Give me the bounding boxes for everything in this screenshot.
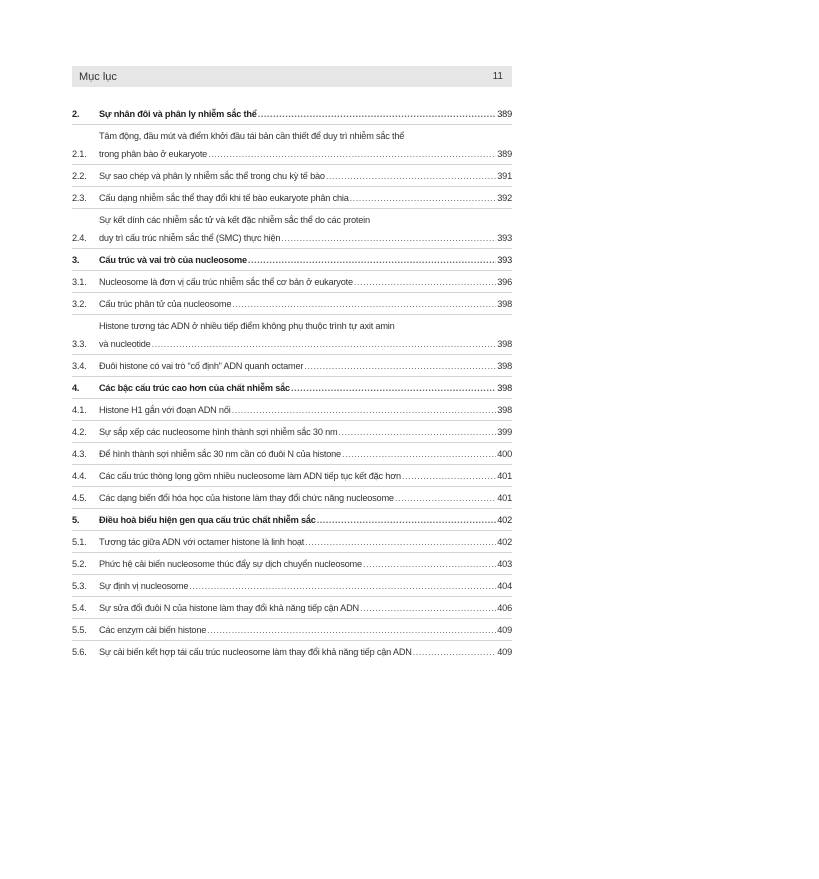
toc-entry-title: Sự sửa đổi đuôi N của histone làm thay đổi khả năng tiếp cận ADN: [99, 603, 359, 613]
toc-entry-title: Các cấu trúc thòng lọng gồm nhiều nucleosome làm ADN tiếp tục kết đặc hơn: [99, 471, 401, 481]
divider: [72, 508, 512, 509]
toc-entry-title: Các enzym cải biến histone: [99, 625, 207, 635]
toc-entry-number: 5.1.: [72, 537, 87, 547]
toc-entry-number: 2.: [72, 109, 80, 119]
toc-entry-number: 5.5.: [72, 625, 87, 635]
dot-leader: [342, 448, 496, 460]
toc-entry-page: 401: [497, 471, 512, 481]
toc-entry[interactable]: [72, 360, 512, 372]
toc-entry-page: 401: [497, 493, 512, 503]
toc-entry-title-line: Sự kết dính các nhiễm sắc tử và kết đặc nhiễm sắc thể do các protein: [99, 215, 370, 225]
toc-entry-title: và nucleotide: [99, 339, 151, 349]
toc-entry-title: Histone H1 gắn với đoạn ADN nối: [99, 405, 231, 415]
toc-entry-page: 400: [497, 449, 512, 459]
toc-entry[interactable]: [72, 426, 512, 438]
divider: [72, 618, 512, 619]
toc-entry-page: 402: [497, 515, 512, 525]
toc-entry[interactable]: [72, 130, 512, 160]
toc-entry[interactable]: [72, 558, 512, 570]
toc-entry[interactable]: [72, 602, 512, 614]
divider: [72, 376, 512, 377]
toc-entry-title: Để hình thành sợi nhiễm sắc 30 nm cần có đuôi N của histone: [99, 449, 341, 459]
dot-leader: [281, 232, 496, 244]
toc-entry-title-line: Histone tương tác ADN ở nhiều tiếp điểm không phụ thuộc trình tự axit amin: [99, 321, 395, 331]
toc-entry-page: 393: [497, 255, 512, 265]
table-of-contents: [72, 108, 512, 658]
toc-entry-number: 5.3.: [72, 581, 87, 591]
toc-entry-title: Cấu trúc phân tử của nucleosome: [99, 299, 232, 309]
toc-entry-title: Sự nhân đôi và phân ly nhiễm sắc thể: [99, 109, 257, 119]
toc-entry-number: 4.5.: [72, 493, 87, 503]
toc-entry[interactable]: [72, 192, 512, 204]
toc-entry-page: 409: [497, 647, 512, 657]
toc-entry-title: Cấu trúc và vai trò của nucleosome: [99, 255, 247, 265]
toc-entry-page: 391: [497, 171, 512, 181]
divider: [72, 420, 512, 421]
dot-leader: [258, 108, 497, 120]
dot-leader: [350, 192, 497, 204]
toc-entry[interactable]: [72, 536, 512, 548]
toc-entry-title: Điều hoà biểu hiện gen qua cấu trúc chất nhiễm sắc: [99, 515, 316, 525]
dot-leader: [208, 148, 496, 160]
dot-leader: [338, 426, 496, 438]
toc-entry[interactable]: [72, 646, 512, 658]
dot-leader: [326, 170, 496, 182]
toc-entry-number: 2.4.: [72, 233, 87, 243]
toc-entry-number: 4.3.: [72, 449, 87, 459]
toc-entry-number: 2.1.: [72, 149, 87, 159]
toc-entry-title: Sự định vị nucleosome: [99, 581, 189, 591]
dot-leader: [360, 602, 496, 614]
toc-entry-title: Tương tác giữa ADN với octamer histone là linh hoạt: [99, 537, 305, 547]
divider: [72, 248, 512, 249]
dot-leader: [189, 580, 496, 592]
toc-entry-number: 2.3.: [72, 193, 87, 203]
toc-entry-number: 4.1.: [72, 405, 87, 415]
dot-leader: [413, 646, 497, 658]
toc-entry-page: 389: [497, 149, 512, 159]
divider: [72, 354, 512, 355]
dot-leader: [291, 382, 496, 394]
toc-entry-title: duy trì cấu trúc nhiễm sắc thể (SMC) thực hiện: [99, 233, 281, 243]
toc-entry[interactable]: [72, 276, 512, 288]
divider: [72, 186, 512, 187]
dot-leader: [304, 360, 496, 372]
toc-entry-page: 398: [497, 405, 512, 415]
toc-entry-number: 3.4.: [72, 361, 87, 371]
toc-entry-title: Các dạng biến đổi hóa học của histone làm thay đổi chức năng nucleosome: [99, 493, 394, 503]
toc-entry-page: 389: [497, 109, 512, 119]
toc-entry-title: Sự sao chép và phân ly nhiễm sắc thể trong chu kỳ tế bào: [99, 171, 325, 181]
dot-leader: [395, 492, 496, 504]
divider: [72, 442, 512, 443]
toc-entry-number: 2.2.: [72, 171, 87, 181]
toc-entry[interactable]: [72, 382, 512, 394]
toc-entry-page: 393: [497, 233, 512, 243]
divider: [72, 270, 512, 271]
toc-entry-number: 4.2.: [72, 427, 87, 437]
toc-entry[interactable]: [72, 298, 512, 310]
toc-entry-page: 402: [497, 537, 512, 547]
toc-entry[interactable]: [72, 470, 512, 482]
dot-leader: [248, 254, 496, 266]
header-page-number: 11: [492, 71, 503, 82]
toc-entry-title: Phức hệ cải biến nucleosome thúc đẩy sự dịch chuyển nucleosome: [99, 559, 362, 569]
toc-entry-title: Đuôi histone có vai trò “cố định” ADN quanh octamer: [99, 361, 304, 371]
toc-entry[interactable]: [72, 170, 512, 182]
toc-entry-page: 398: [497, 339, 512, 349]
toc-entry-page: 409: [497, 625, 512, 635]
toc-entry-title: Sự cải biến kết hợp tái cấu trúc nucleosome làm thay đổi khả năng tiếp cận ADN: [99, 647, 412, 657]
toc-entry-page: 404: [497, 581, 512, 591]
divider: [72, 574, 512, 575]
toc-entry-number: 4.: [72, 383, 80, 393]
toc-entry-page: 396: [497, 277, 512, 287]
toc-entry[interactable]: [72, 492, 512, 504]
dot-leader: [207, 624, 496, 636]
toc-entry-page: 406: [497, 603, 512, 613]
divider: [72, 398, 512, 399]
toc-entry-title: trong phân bào ở eukaryote: [99, 149, 208, 159]
toc-entry-title: Cấu dạng nhiễm sắc thể thay đổi khi tế bào eukaryote phân chia: [99, 193, 349, 203]
toc-entry-number: 3.3.: [72, 339, 87, 349]
toc-entry-title: Sự sắp xếp các nucleosome hình thành sợi nhiễm sắc 30 nm: [99, 427, 338, 437]
toc-entry-number: 3.2.: [72, 299, 87, 309]
toc-entry-number: 5.: [72, 515, 80, 525]
dot-leader: [363, 558, 496, 570]
divider: [72, 464, 512, 465]
toc-entry-title: Các bậc cấu trúc cao hơn của chất nhiễm sắc: [99, 383, 290, 393]
toc-entry-title-line: Tâm động, đầu mút và điểm khởi đầu tái bản cần thiết để duy trì nhiễm sắc thể: [99, 131, 405, 141]
toc-entry-page: 398: [497, 383, 512, 393]
toc-entry-page: 399: [497, 427, 512, 437]
header-title: Mục lục: [79, 70, 117, 83]
divider: [72, 486, 512, 487]
toc-entry-number: 3.: [72, 255, 80, 265]
dot-leader: [232, 404, 497, 416]
toc-entry-page: 398: [497, 299, 512, 309]
dot-leader: [232, 298, 496, 310]
divider: [72, 124, 512, 125]
divider: [72, 552, 512, 553]
toc-entry[interactable]: [72, 624, 512, 636]
toc-entry[interactable]: [72, 214, 512, 244]
toc-entry-page: 403: [497, 559, 512, 569]
divider: [72, 596, 512, 597]
dot-leader: [402, 470, 496, 482]
toc-entry[interactable]: [72, 448, 512, 460]
toc-entry[interactable]: [72, 580, 512, 592]
toc-entry-number: 4.4.: [72, 471, 87, 481]
toc-entry[interactable]: [72, 404, 512, 416]
toc-entry-page: 398: [497, 361, 512, 371]
divider: [72, 208, 512, 209]
dot-leader: [354, 276, 496, 288]
toc-entry[interactable]: [72, 108, 512, 120]
toc-entry-number: 5.6.: [72, 647, 87, 657]
dot-leader: [152, 338, 497, 350]
divider: [72, 530, 512, 531]
divider: [72, 292, 512, 293]
dot-leader: [317, 514, 497, 526]
dot-leader: [305, 536, 496, 548]
divider: [72, 164, 512, 165]
toc-entry-page: 392: [497, 193, 512, 203]
toc-entry-number: 5.4.: [72, 603, 87, 613]
divider: [72, 314, 512, 315]
toc-entry-number: 5.2.: [72, 559, 87, 569]
toc-entry-number: 3.1.: [72, 277, 87, 287]
toc-entry[interactable]: [72, 320, 512, 350]
divider: [72, 640, 512, 641]
toc-entry[interactable]: [72, 254, 512, 266]
toc-entry[interactable]: [72, 514, 512, 526]
toc-entry-title: Nucleosome là đơn vị cấu trúc nhiễm sắc thể cơ bản ở eukaryote: [99, 277, 353, 287]
page-header: [72, 66, 512, 87]
